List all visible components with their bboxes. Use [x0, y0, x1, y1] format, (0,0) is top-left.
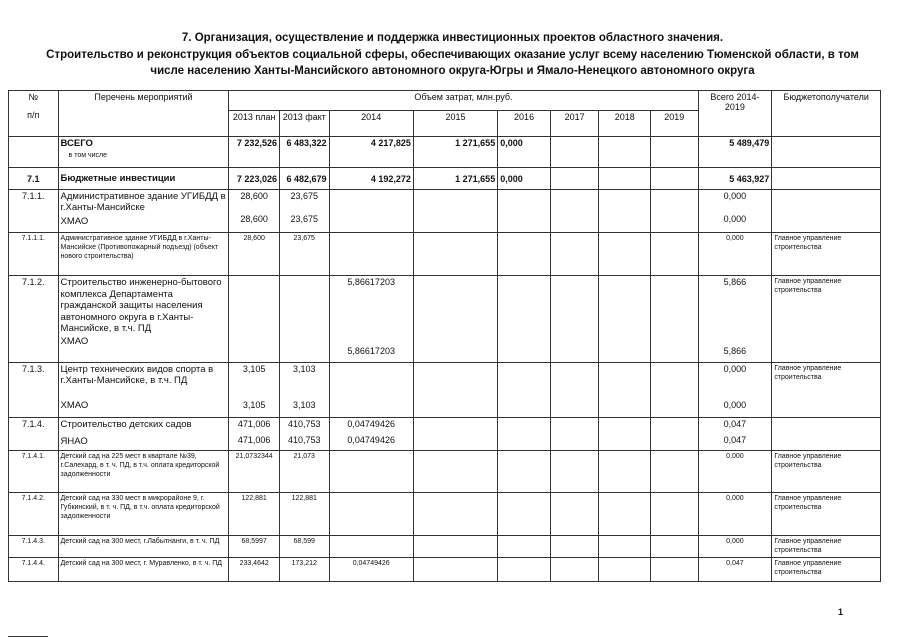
cell-2014	[329, 536, 413, 558]
cell-2015	[413, 190, 497, 233]
cell-recipient: Главное управление строительства	[772, 536, 881, 558]
col-2017-header: 2017	[550, 111, 599, 137]
cell-2013fact	[279, 363, 329, 418]
cell-total	[698, 418, 772, 451]
row-name	[58, 418, 229, 451]
cell-2014	[329, 190, 413, 233]
cell-2019	[651, 233, 698, 276]
row-num: 7.1.4.3.	[9, 536, 59, 558]
table-row	[9, 493, 881, 536]
cell-2013fact	[279, 418, 329, 451]
cell-2016	[498, 233, 551, 276]
cell-2018	[599, 276, 651, 363]
cell-2016: 0,000	[498, 168, 551, 190]
cell-2014	[329, 493, 413, 536]
header-row-1	[9, 91, 881, 111]
row-name: Детский сад на 300 мест, г.Лабытнанги, в т. ч. ПД	[58, 536, 229, 558]
cell-2014: 0,04749426	[329, 558, 413, 582]
cell-2019	[651, 137, 698, 168]
row-num: 7.1.4.4.	[9, 558, 59, 582]
cell-2017	[550, 233, 599, 276]
col-name-header: Перечень мероприятий	[58, 91, 229, 137]
cell-2016	[498, 493, 551, 536]
col-2019-header: 2019	[651, 111, 698, 137]
title-line-3: числе населению Ханты-Мансийского автономного округа-Югры и Ямало-Ненецкого автономного округа	[150, 65, 755, 77]
col-num-label-2: п/п	[27, 110, 40, 120]
cell-value: 0,000	[723, 364, 747, 374]
cell-2013fact	[279, 276, 329, 363]
table-row	[9, 451, 881, 493]
cell-2013plan: 233,4642	[229, 558, 280, 582]
col-num-label: №	[28, 92, 39, 102]
cell-2018	[599, 558, 651, 582]
cell-2015	[413, 558, 497, 582]
cell-value: 5,866	[723, 277, 747, 287]
cell-2016	[498, 451, 551, 493]
cell-2013plan	[229, 190, 280, 233]
col-2014-header: 2014	[329, 111, 413, 137]
row-num: 7.1	[9, 168, 59, 190]
cell-2016	[498, 418, 551, 451]
cell-total: 0,000	[698, 493, 772, 536]
cell-2018	[599, 233, 651, 276]
col-volume-header: Объем затрат, млн.руб.	[229, 91, 698, 111]
cell-recipient: Главное управление строительства	[772, 233, 881, 276]
title-line-1: 7. Организация, осуществление и поддержка инвестиционных проектов областного значения.	[181, 32, 724, 44]
cell-2017	[550, 190, 599, 233]
cell-value: 0,047	[723, 419, 747, 429]
cell-2019	[651, 168, 698, 190]
cell-2013plan: 68,5997	[229, 536, 280, 558]
cell-2013plan: 7 223,026	[229, 168, 280, 190]
cell-2014	[329, 418, 413, 451]
cell-value: 0,000	[723, 191, 747, 201]
cell-2013plan	[229, 276, 280, 363]
cell-2013fact: 23,675	[279, 233, 329, 276]
cell-2018	[599, 493, 651, 536]
row-num: 7.1.4.2.	[9, 493, 59, 536]
row-num	[9, 137, 59, 168]
cell-2013plan	[229, 418, 280, 451]
row-num: 7.1.3.	[9, 363, 59, 418]
cell-2019	[651, 276, 698, 363]
cell-value-2: 410,753	[287, 435, 321, 445]
cell-2013fact: 68,599	[279, 536, 329, 558]
cell-2019	[651, 558, 698, 582]
cell-value-2: 471,006	[237, 435, 271, 445]
row-name-text: Строительство детских садов	[60, 419, 192, 430]
cell-2013fact	[279, 190, 329, 233]
cell-value-2: 3,103	[292, 400, 316, 410]
col-2015-header: 2015	[413, 111, 497, 137]
cell-2018	[599, 190, 651, 233]
cell-2017	[550, 451, 599, 493]
cell-2017	[550, 137, 599, 168]
cell-2015	[413, 233, 497, 276]
cell-2016	[498, 536, 551, 558]
row-name-text: Строительство инженерно-бытового комплекса Департамента гражданской защиты населения автономного округа в г.Ханты-Мансийске, в т.ч. ПД	[60, 277, 222, 334]
cell-value: 471,006	[237, 419, 271, 429]
cell-recipient: Главное управление строительства	[772, 558, 881, 582]
table-row	[9, 276, 881, 363]
cell-2014	[329, 451, 413, 493]
row-name: Бюджетные инвестиции	[58, 168, 229, 190]
cell-2016	[498, 276, 551, 363]
cell-recipient	[772, 418, 881, 451]
page-number: 1	[838, 607, 844, 617]
cell-value: 3,105	[242, 364, 266, 374]
cell-value-2: 0,000	[723, 214, 747, 224]
table-row	[9, 190, 881, 233]
col-num-header	[9, 91, 59, 137]
cell-2017	[550, 558, 599, 582]
cell-2018	[599, 451, 651, 493]
cell-2019	[651, 493, 698, 536]
cell-total	[698, 190, 772, 233]
cell-2014: 4 217,825	[329, 137, 413, 168]
table-row	[9, 168, 881, 190]
cell-2018	[599, 536, 651, 558]
cell-value-2: 28,600	[240, 214, 268, 224]
cell-2016	[498, 363, 551, 418]
row-name: Детский сад на 225 мест в квартале №39, г.Салехард, в т. ч. ПД, в т.ч. оплата кредиторской задолженности	[58, 451, 229, 493]
cell-recipient: Главное управление строительства	[772, 363, 881, 418]
cell-value: 5,86617203	[347, 277, 395, 287]
cell-2017	[550, 418, 599, 451]
cell-value-2: 0,000	[723, 400, 747, 410]
footnote-divider	[8, 636, 48, 637]
cell-2013fact: 6 483,322	[279, 137, 329, 168]
cell-2018	[599, 363, 651, 418]
cell-recipient	[772, 137, 881, 168]
cell-value-2: 5,86617203	[347, 346, 395, 356]
table-row	[9, 363, 881, 418]
row-name	[58, 190, 229, 233]
row-name-text: Административное здание УГИБДД в г.Ханты-Мансийске	[60, 191, 226, 213]
cell-2015	[413, 418, 497, 451]
row-num: 7.1.1.1.	[9, 233, 59, 276]
cell-2018	[599, 137, 651, 168]
cell-value-2: 23,675	[290, 214, 318, 224]
cell-total: 5 489,479	[698, 137, 772, 168]
cell-2014	[329, 233, 413, 276]
cell-total	[698, 363, 772, 418]
cell-value-2: 3,105	[242, 400, 266, 410]
cell-2019	[651, 418, 698, 451]
cell-total: 0,000	[698, 451, 772, 493]
table-row	[9, 418, 881, 451]
row-region: ЯНАО	[60, 436, 88, 447]
cell-value: 0,04749426	[347, 419, 395, 429]
cell-2019	[651, 536, 698, 558]
row-name	[58, 137, 229, 168]
cell-2015	[413, 536, 497, 558]
col-2013plan-header: 2013 план	[229, 111, 280, 137]
row-num: 7.1.4.	[9, 418, 59, 451]
cell-value: 3,103	[292, 364, 316, 374]
cell-2014	[329, 363, 413, 418]
row-region: ХМАО	[60, 335, 89, 347]
col-recipient-header: Бюджетополучатели	[772, 91, 881, 137]
cell-value: 23,675	[290, 191, 318, 201]
cell-2013plan: 122,881	[229, 493, 280, 536]
row-name-text: ВСЕГО	[60, 138, 93, 149]
cell-2017	[550, 493, 599, 536]
cell-2019	[651, 451, 698, 493]
cell-2019	[651, 363, 698, 418]
row-name: Детский сад на 330 мест в микрорайоне 9, г. Губкинский, в т. ч. ПД, в т.ч. оплата кредиторской задолженности	[58, 493, 229, 536]
row-name: Детский сад на 300 мест, г. Муравленко, в т. ч. ПД	[58, 558, 229, 582]
cell-2013plan: 7 232,526	[229, 137, 280, 168]
row-num: 7.1.4.1.	[9, 451, 59, 493]
row-region: ХМАО	[60, 400, 89, 411]
cell-recipient: Главное управление строительства	[772, 276, 881, 363]
cell-2013plan	[229, 363, 280, 418]
cell-value-2: 5,866	[723, 346, 747, 356]
cell-total: 5 463,927	[698, 168, 772, 190]
cell-recipient	[772, 168, 881, 190]
cell-2015	[413, 493, 497, 536]
cell-2013fact: 122,881	[279, 493, 329, 536]
cell-total: 0,000	[698, 536, 772, 558]
cell-total: 0,000	[698, 233, 772, 276]
cell-2015	[413, 363, 497, 418]
cell-2017	[550, 276, 599, 363]
row-region: ХМАО	[60, 216, 89, 227]
table-row	[9, 536, 881, 558]
cell-2018	[599, 168, 651, 190]
cell-value-2: 0,04749426	[347, 435, 395, 445]
cell-value-2: 0,047	[723, 435, 747, 445]
cell-2013plan: 21,0732344	[229, 451, 280, 493]
cell-total	[698, 276, 772, 363]
cell-2017	[550, 168, 599, 190]
investment-table	[8, 90, 881, 582]
cell-2019	[651, 190, 698, 233]
cell-2013plan: 28,600	[229, 233, 280, 276]
cell-total: 0,047	[698, 558, 772, 582]
cell-2014	[329, 276, 413, 363]
cell-2016	[498, 558, 551, 582]
cell-2017	[550, 363, 599, 418]
cell-2016: 0,000	[498, 137, 551, 168]
cell-2015: 1 271,655	[413, 168, 497, 190]
cell-recipient: Главное управление строительства	[772, 493, 881, 536]
cell-recipient	[772, 190, 881, 233]
cell-recipient: Главное управление строительства	[772, 451, 881, 493]
row-name	[58, 276, 229, 363]
cell-2018	[599, 418, 651, 451]
col-total-header: Всего 2014-2019	[698, 91, 772, 137]
row-name-text: Центр технических видов спорта в г.Ханты-Мансийске, в т.ч. ПД	[60, 364, 214, 386]
row-name	[58, 363, 229, 418]
cell-value: 28,600	[240, 191, 268, 201]
cell-2016	[498, 190, 551, 233]
col-2018-header: 2018	[599, 111, 651, 137]
col-2013fact-header: 2013 факт	[279, 111, 329, 137]
cell-2013fact: 6 482,679	[279, 168, 329, 190]
cell-2013fact: 21,073	[279, 451, 329, 493]
row-num: 7.1.2.	[9, 276, 59, 363]
title-line-2: Строительство и реконструкция объектов социальной сферы, обеспечивающих оказание услуг всему населению Тюменской области, в том	[46, 49, 859, 61]
cell-2014: 4 192,272	[329, 168, 413, 190]
cell-2015	[413, 451, 497, 493]
cell-2017	[550, 536, 599, 558]
row-name: Административное здание УГИБДД в г.Ханты-Мансийске (Противопожарный подъезд) (объект нового строительства)	[58, 233, 229, 276]
table-row	[9, 137, 881, 168]
cell-value: 410,753	[287, 419, 321, 429]
table-row	[9, 558, 881, 582]
cell-2015: 1 271,655	[413, 137, 497, 168]
col-2016-header: 2016	[498, 111, 551, 137]
cell-2015	[413, 276, 497, 363]
cell-2013fact: 173,212	[279, 558, 329, 582]
row-sub-text: в том числе	[68, 152, 108, 159]
row-num: 7.1.1.	[9, 190, 59, 233]
table-row	[9, 233, 881, 276]
